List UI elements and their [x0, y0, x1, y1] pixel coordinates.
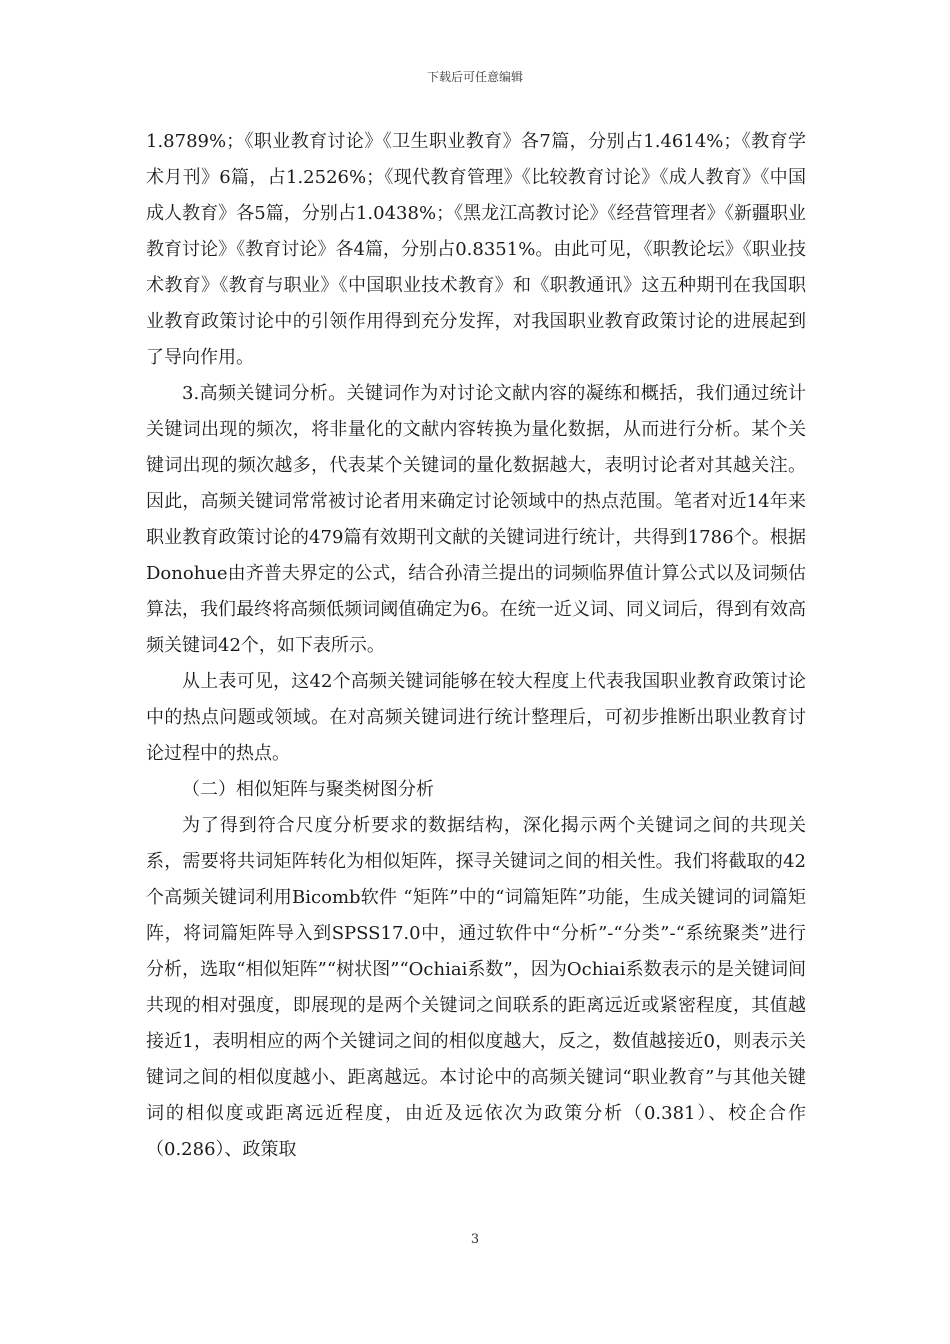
paragraph-keyword-conclusion: 从上表可见，这42个高频关键词能够在较大程度上代表我国职业教育政策讨论中的热点问题或领域。在对高频关键词进行统计整理后，可初步推断出职业教育讨论过程中的热点。	[146, 671, 806, 764]
document-body	[146, 124, 806, 1168]
page-header: 下载后可任意编辑	[426, 70, 523, 84]
paragraph-journal-stats: 1.8789%；《职业教育讨论》《卫生职业教育》各7篇，分别占1.4614%；《教育学术月刊》6篇，占1.2526%；《现代教育管理》《比较教育讨论》《成人教育》《中国成人教育》各5篇，分别占1.0438%；《黑龙江高教讨论》《经营管理者》《新疆职业教育讨论》《教育讨论》各4篇，分别占0.8351%。由此可见，《职教论坛》《职业技术教育》《教育与职业》《中国职业技术教育》和《职教通讯》这五种期刊在我国职业教育政策讨论中的引领作用得到充分发挥，对我国职业教育政策讨论的进展起到了导向作用。	[146, 131, 806, 368]
paragraph-similarity-matrix: 为了得到符合尺度分析要求的数据结构，深化揭示两个关键词之间的共现关系，需要将共词矩阵转化为相似矩阵，探寻关键词之间的相关性。我们将截取的42个高频关键词利用Bicomb软件 “矩阵”中的“词篇矩阵”功能，生成关键词的词篇矩阵，将词篇矩阵导入到SPSS17.0中，通过软件中“分析”-“分类”-“系统聚类”进行分析，选取“相似矩阵”“树状图”“Ochiai系数”，因为Ochiai系数表示的是关键词间共现的相对强度，即展现的是两个关键词之间联系的距离远近或紧密程度，其值越接近1，表明相应的两个关键词之间的相似度越大，反之，数值越接近0，则表示关键词之间的相似度越小、距离越远。本讨论中的高频关键词“职业教育”与其他关键词的相似度或距离远近程度，由近及远依次为政策分析（0.381）、校企合作（0.286）、政策取	[146, 815, 806, 1160]
page-number: 3	[470, 1232, 480, 1247]
section-heading: （二）相似矩阵与聚类树图分析	[182, 779, 434, 800]
paragraph-keyword-analysis: 3.高频关键词分析。关键词作为对讨论文献内容的凝练和概括，我们通过统计关键词出现的频次，将非量化的文献内容转换为量化数据，从而进行分析。某个关键词出现的频次越多，代表某个关键词的量化数据越大，表明讨论者对其越关注。因此，高频关键词常常被讨论者用来确定讨论领域中的热点范围。笔者对近14年来职业教育政策讨论的479篇有效期刊文献的关键词进行统计，共得到1786个。根据Donohue由齐普夫界定的公式，结合孙清兰提出的词频临界值计算公式以及词频估算法，我们最终将高频低频词阈值确定为6。在统一近义词、同义词后，得到有效高频关键词42个，如下表所示。	[146, 383, 806, 656]
